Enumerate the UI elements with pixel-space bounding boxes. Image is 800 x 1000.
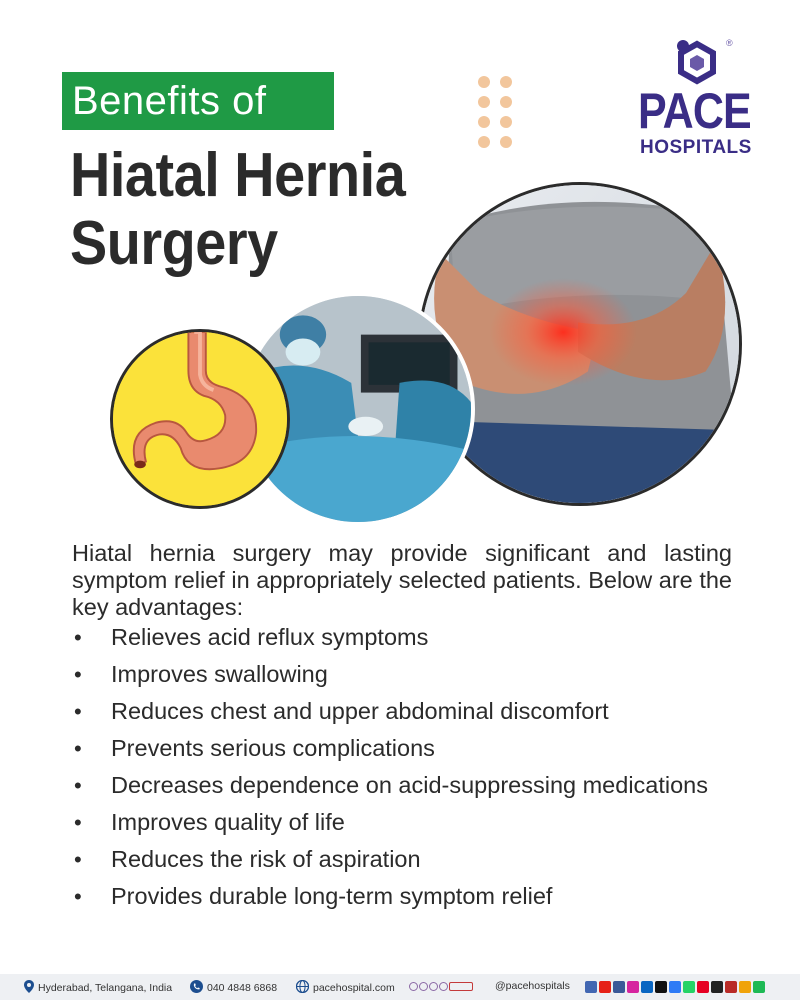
facebook-icon[interactable] (613, 981, 625, 993)
registered-mark: ® (726, 38, 733, 48)
list-item: • Improves swallowing (72, 661, 732, 688)
phone-text: 040 4848 6868 (207, 982, 278, 994)
youtube-icon[interactable] (599, 981, 611, 993)
whatsapp-icon[interactable] (683, 981, 695, 993)
social-handle-text: @pacehospitals (495, 980, 570, 992)
title-line-1: Hiatal Hernia (70, 141, 406, 210)
title-line-2: Surgery (70, 209, 278, 278)
blog-icon[interactable] (739, 981, 751, 993)
footer-bar (0, 974, 800, 1000)
list-item: • Decreases dependence on acid-suppressing medications (72, 772, 732, 799)
footer-website[interactable] (296, 980, 395, 996)
phone-icon (190, 980, 203, 996)
logo-mark-icon (672, 38, 722, 88)
x-icon[interactable] (655, 981, 667, 993)
benefits-list (72, 624, 732, 920)
social-icons (585, 981, 765, 993)
intro-paragraph: Hiatal hernia surgery may provide significant and lasting symptom relief in appropriately selected patients. Below are the key advantages: (72, 540, 732, 620)
stomach-illustration (110, 329, 290, 509)
list-item: • Provides durable long-term symptom relief (72, 883, 732, 910)
messenger-icon[interactable] (669, 981, 681, 993)
website-text: pacehospital.com (313, 982, 395, 994)
pinterest-icon[interactable] (697, 981, 709, 993)
quora-icon[interactable] (725, 981, 737, 993)
threads-icon[interactable] (711, 981, 723, 993)
spotify-icon[interactable] (753, 981, 765, 993)
list-item: • Improves quality of life (72, 809, 732, 836)
list-item: • Reduces the risk of aspiration (72, 846, 732, 873)
subtitle-badge: Benefits of (62, 72, 334, 130)
accreditation-badges (409, 982, 473, 991)
footer-social-handle (495, 980, 570, 992)
facebook-icon[interactable] (585, 981, 597, 993)
instagram-icon[interactable] (627, 981, 639, 993)
footer-location (24, 980, 172, 996)
page-title (70, 142, 448, 278)
pace-hospitals-logo (634, 38, 774, 158)
linkedin-icon[interactable] (641, 981, 653, 993)
list-item: • Relieves acid reflux symptoms (72, 624, 732, 651)
logo-name: PACE (638, 83, 751, 139)
logo-sub: HOSPITALS (640, 137, 752, 158)
location-text: Hyderabad, Telangana, India (38, 982, 173, 994)
list-item: • Prevents serious complications (72, 735, 732, 762)
list-item: • Reduces chest and upper abdominal discomfort (72, 698, 732, 725)
globe-icon (296, 980, 309, 996)
footer-phone[interactable] (190, 980, 277, 996)
decorative-dots (478, 76, 518, 152)
location-icon (24, 980, 34, 996)
